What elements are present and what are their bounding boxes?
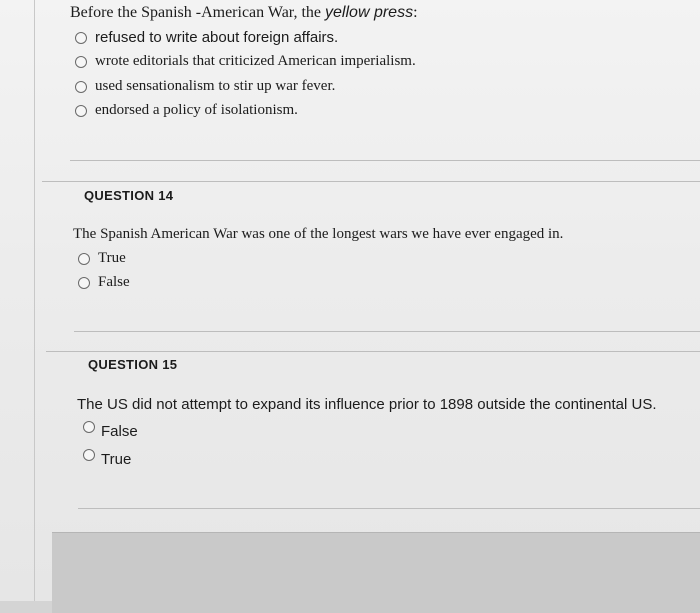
option-label: refused to write about foreign affairs. — [95, 29, 339, 46]
question-13-option-1[interactable] — [75, 29, 338, 46]
option-label: True — [98, 250, 126, 266]
question-13-prompt-end: : — [413, 4, 418, 21]
question-15-option-true[interactable] — [83, 450, 131, 468]
radio-button[interactable] — [78, 253, 90, 265]
option-label: False — [101, 423, 138, 440]
radio-button[interactable] — [83, 421, 95, 433]
radio-button[interactable] — [78, 277, 90, 289]
question-15-header: QUESTION 15 — [88, 357, 178, 372]
question-13-prompt-start: Before the Spanish -American War, the — [70, 4, 326, 21]
question-13-prompt-italic: yellow press — [325, 4, 414, 21]
radio-button[interactable] — [75, 105, 87, 117]
question-14-option-false[interactable] — [78, 274, 130, 291]
question-14-option-true[interactable] — [78, 250, 126, 267]
question-13-option-2[interactable] — [75, 53, 416, 70]
radio-button[interactable] — [75, 32, 87, 44]
left-border — [34, 0, 35, 601]
divider — [70, 160, 700, 161]
divider — [46, 351, 700, 352]
radio-button[interactable] — [75, 56, 87, 68]
option-label: used sensationalism to stir up war fever. — [95, 78, 336, 94]
option-label: True — [101, 451, 132, 468]
option-label: wrote editorials that criticized American imperialism. — [95, 53, 416, 69]
divider — [78, 508, 700, 509]
question-14-header: QUESTION 14 — [84, 188, 174, 203]
question-13-option-3[interactable] — [75, 78, 335, 95]
divider — [42, 181, 700, 182]
question-14-prompt: The Spanish American War was one of the longest wars we have ever engaged in. — [73, 226, 564, 242]
question-13-option-4[interactable] — [75, 102, 298, 119]
question-15-option-false[interactable] — [83, 422, 138, 440]
radio-button[interactable] — [75, 81, 87, 93]
question-15-prompt: The US did not attempt to expand its influence prior to 1898 outside the continental US. — [77, 396, 657, 413]
question-13-prompt — [70, 4, 418, 22]
radio-button[interactable] — [83, 449, 95, 461]
option-label: endorsed a policy of isolationism. — [95, 102, 298, 118]
divider — [74, 331, 700, 332]
option-label: False — [98, 274, 130, 290]
